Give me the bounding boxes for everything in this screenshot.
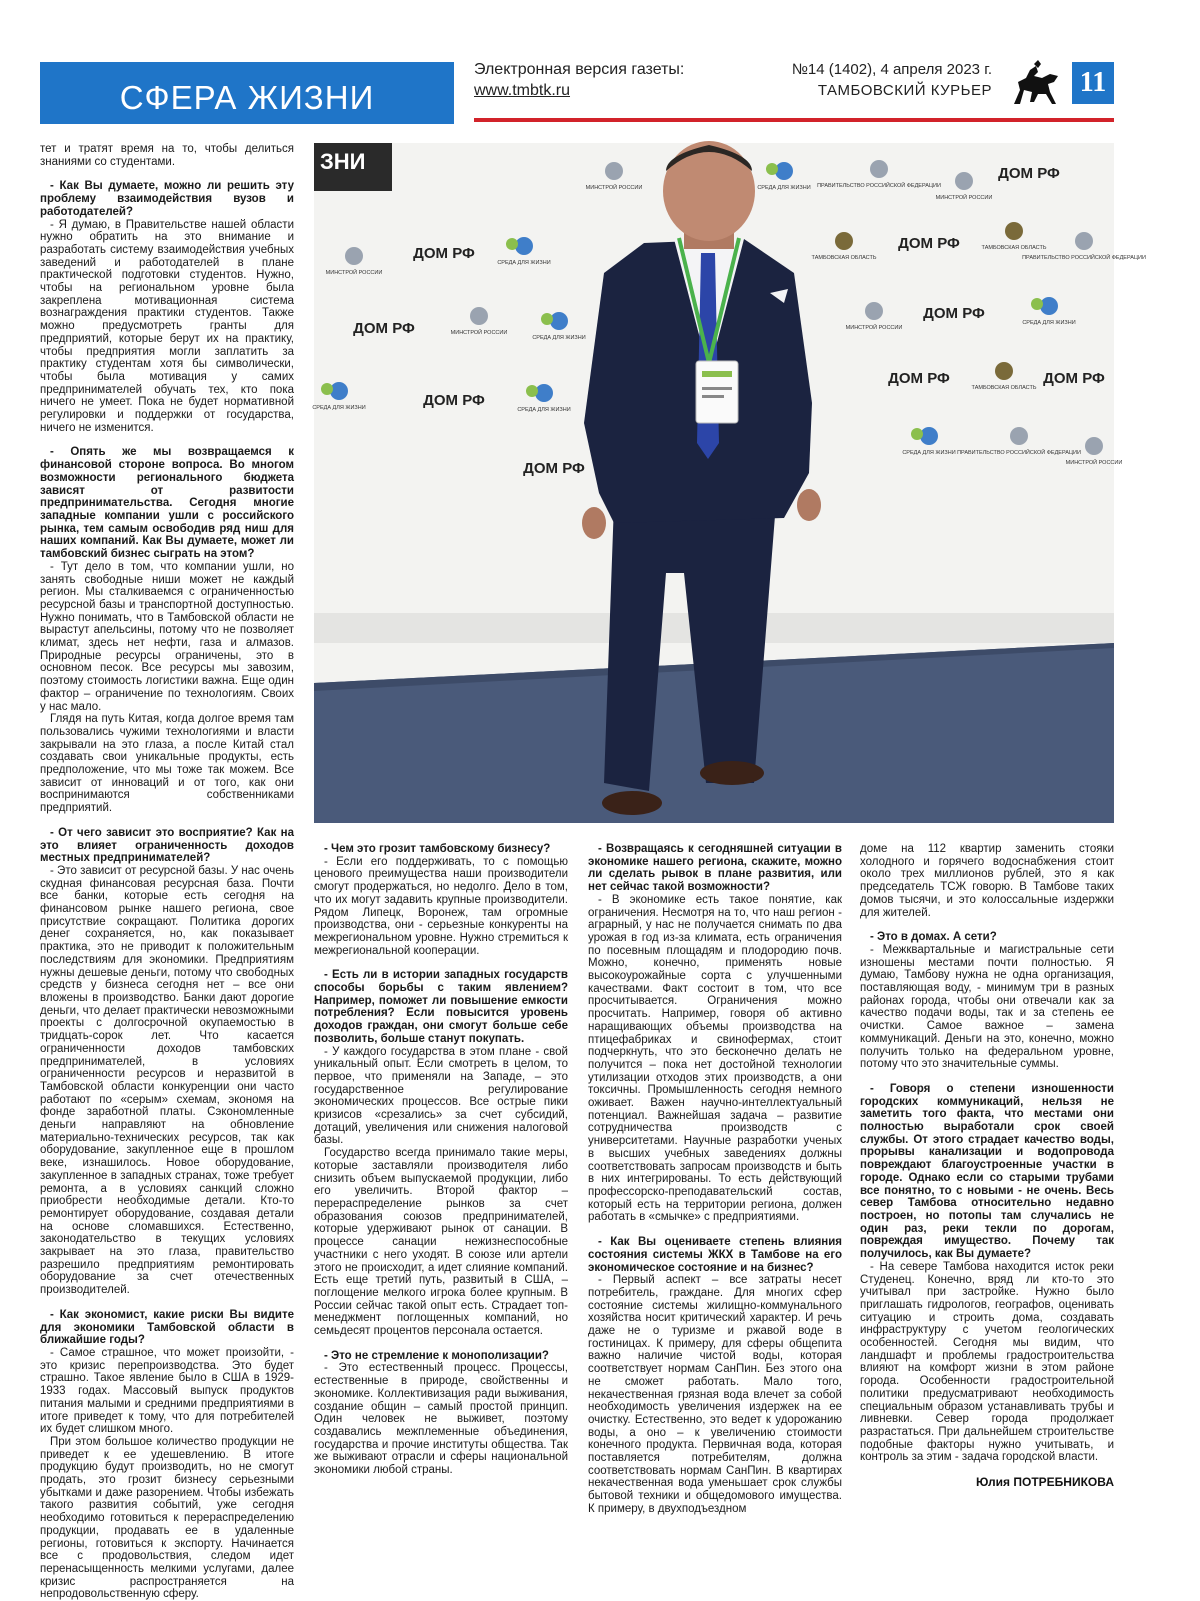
edition-label: Электронная версия газеты:	[474, 61, 685, 78]
press-wall-logo-domrf	[923, 305, 985, 322]
interview-paragraph: - Первый аспект – все затраты несет потребитель, граждане. Для многих сфер состояние системы жилищно-коммунального хозяйства носит критический характер. И речь даже не о туризме и ржавой воде в гостиницах. К примеру, для сферы общепита важно наличие чистой воды, которая соответствует нормам СанПин. Без этого она не сможет работать. Мало того, некачественная грязная вода влечет за собой необходимость увеличения издержек на ее очистку. Естественно, это ведет к удорожанию воды, а оно – к увеличению стоимости конечного продукта. Первичная вода, которая поставляется потребителям, должна соответствовать нормам СанПин. В квартирах некачественная вода уменьшает срок службы бытовой техники и общедомового имущества. К примеру, в двухподъездном	[588, 1274, 842, 1515]
interview-paragraph: При этом большое количество продукции не приведет к ее удешевлению. В итоге продукцию будут производить, но не смогут продать, это грозит бизнесу серьезными убытками и даже разорением. Чтобы избежать такого развития событий, уже сегодня необходимо готовиться к перераспределению продукции, продавать ее в удаленные регионы, готовиться к экспорту. Начинается все с продовольствия, следом идет перенасыщенность мелкими услугами, далее кризис распространяется на непродовольственную сферу.	[40, 1435, 294, 1601]
interview-paragraph: - Это естественный процесс. Процессы, естественные в природе, свойственны и экономике. Коллективизация ради выживания, создание общин – самый простой принцип. Один человек не выживет, поэтому создавались межплеменные объединения, государства и прочие институты общества. Так же выживают отрасли и сферы национальной экономики любой страны.	[314, 1362, 568, 1477]
interview-paragraph: - Самое страшное, что может произойти, - это кризис перепроизводства. Это будет страшно. Такое явление было в США в 1929-1933 годах. Массовый выпуск продуктов питания малыми и средними предприятиями в итоге приведет к тому, что для потребителей их будет слишком много.	[40, 1346, 294, 1436]
interview-question: - Чем это грозит тамбовскому бизнесу?	[324, 843, 551, 855]
svg-text:СРЕДА ДЛЯ ЖИЗНИ: СРЕДА ДЛЯ ЖИЗНИ	[312, 405, 366, 411]
section-title: СФЕРА ЖИЗНИ	[119, 79, 375, 116]
interview-paragraph: тет и тратят время на то, чтобы делиться знаниями со студентами.	[40, 143, 294, 168]
interview-paragraph: доме на 112 квартир заменить стояки холодного и горячего водоснабжения стоит около трех миллионов рублей, это я как председатель ТСЖ говорю. В Тамбове таких домов тысячи, и это колоссальные издержки для жителей.	[860, 843, 1114, 919]
interview-paragraph: - У каждого государства в этом плане - свой уникальный опыт. Если смотреть в целом, то первое, что применяли на Западе, – это государственное регулирование экономических процессов. Все острые пики кризисов «срезались» за счет субсидий, дотаций, увеличения или снижения налоговой базы.	[314, 1045, 568, 1147]
interview-question: - Опять же мы возвращаемся к финансовой стороне вопроса. Во многом возможности регионального бюджета зависят от развитости предпринимательства. Сегодня многие западные компании ушли с российского рынка, тем самым освободив ряд ниш для наших компаний. Как Вы думаете, может ли тамбовский бизнес сыграть на этом?	[40, 446, 294, 561]
svg-text:ДОМ РФ: ДОМ РФ	[1043, 370, 1105, 387]
svg-text:СРЕДА ДЛЯ ЖИЗНИ: СРЕДА ДЛЯ ЖИЗНИ	[902, 450, 956, 456]
press-wall-logo-domrf	[898, 235, 960, 252]
interview-question: - Это не стремление к монополизации?	[324, 1349, 549, 1362]
interview-paragraph: Глядя на путь Китая, когда долгое время там пользовались чужими технологиями и власти закрывали на это глаза, а после Китай стал создавать свои уникальные продукты, есть предположение, что мы тоже так можем. Все зависит от инноваций и от того, как они воспринимаются собственниками предприятий.	[40, 713, 294, 815]
interview-photo	[312, 143, 1146, 823]
svg-text:ПРАВИТЕЛЬСТВО РОССИЙСКОЙ ФЕДЕР: ПРАВИТЕЛЬСТВО РОССИЙСКОЙ ФЕДЕРАЦИИ	[1022, 255, 1146, 261]
article-column-2	[314, 843, 568, 1477]
press-wall-logo-domrf	[423, 392, 485, 409]
svg-text:МИНСТРОЙ РОССИИ: МИНСТРОЙ РОССИИ	[935, 195, 993, 201]
author-signature: Юлия ПОТРЕБНИКОВА	[975, 1475, 1114, 1489]
svg-text:СРЕДА ДЛЯ ЖИЗНИ: СРЕДА ДЛЯ ЖИЗНИ	[497, 260, 551, 266]
press-wall-logo-domrf	[353, 320, 415, 337]
press-wall-logo-domrf	[413, 245, 475, 262]
interview-paragraph: - Межквартальные и магистральные сети изношены местами почти полностью. Я думаю, Тамбову нужна не одна организация, поставляющая воду, - минимум три в разных районах города, чтобы они отвечали как за качество подачи воды, так и за степень ее очистки. Самое важное – замена коммуникаций. Деньги на это, конечно, можно получить только на федеральном уровне, потому что это значительные суммы.	[860, 943, 1114, 1071]
header-divider	[474, 118, 1114, 122]
svg-text:ТАМБОВСКАЯ ОБЛАСТЬ: ТАМБОВСКАЯ ОБЛАСТЬ	[811, 255, 877, 261]
interview-paragraph: Государство всегда принимало такие меры, которые заставляли производителя либо снизить объем выпускаемой продукции, либо его увеличить. Второй фактор – перераспределение рынков за счет образования союзов предпринимателей, которые удерживают рынок от санации. В процессе санации нежизнеспособные участники с него уходят. В союзе или артели этого не происходит, а идет слияние компаний. Есть еще третий путь, развитый в США, – поглощение мелкого игрока более крупным. В России сейчас такой опыт есть. Страдает топ-менеджмент поглощенных компаний, но семьдесят процентов персонала остается.	[314, 1147, 568, 1338]
svg-text:ПРАВИТЕЛЬСТВО РОССИЙСКОЙ ФЕДЕР: ПРАВИТЕЛЬСТВО РОССИЙСКОЙ ФЕДЕРАЦИИ	[957, 450, 1081, 456]
interview-paragraph: - Если его поддерживать, то с помощью ценового преимущества наши производители смогут продержаться, но недолго. Дело в том, что их могут задавить крупные производители. Рядом Липецк, Воронеж, там огромные производства, они - серьезные конкуренты на межрегиональном уровне. Нужно стремиться к межрегиональной кооперации.	[314, 855, 568, 957]
svg-text:МИНСТРОЙ РОССИИ: МИНСТРОЙ РОССИИ	[845, 325, 903, 331]
press-wall-logo-domrf	[1043, 370, 1105, 387]
svg-text:ТАМБОВСКАЯ ОБЛАСТЬ: ТАМБОВСКАЯ ОБЛАСТЬ	[971, 385, 1037, 391]
svg-text:ДОМ РФ: ДОМ РФ	[923, 305, 985, 322]
svg-text:СРЕДА ДЛЯ ЖИЗНИ: СРЕДА ДЛЯ ЖИЗНИ	[1022, 320, 1076, 326]
banner-fragment-text: ЗНИ	[320, 149, 366, 174]
interview-paragraph: - В экономике есть такое понятие, как ограничения. Несмотря на то, что наш регион - аграрный, у нас не получается снимать по два урожая в год из-за климата, есть ограничения по посевным площадям и плодородию почв. Можно, конечно, применять новые высокоурожайные сорта с улучшенными качествами. Факт состоит в том, что все просчитывается. Ограничения можно просчитать. Например, говоря об активно наращивающих объемы производства на птицефабриках и свинофермах, стоит подчеркнуть, что это бесконечно делать не получится – пока нет достойной технологии утилизации отходов этих производств, а они токсичны. Промышленность сегодня немного оживает. Важен научно-интеллектуальный потенциал. Важнейшая задача – развитие сотрудничества производств с университетами. Научные разработки ученых в высших учебных заведениях должны соответствовать запросам производств и быть в них интегрированы. То есть действующий профессорско-преподавательский состав, который есть на территории региона, должен работать в «смычке» с предприятиями.	[588, 893, 842, 1224]
interview-question: - Как Вы думаете, можно ли решить эту проблему взаимодействия вузов и работодателей?	[40, 180, 294, 218]
interview-question: - От чего зависит это восприятие? Как на это влияет ограниченность доходов местных предпринимателей?	[40, 826, 294, 865]
svg-text:СРЕДА ДЛЯ ЖИЗНИ: СРЕДА ДЛЯ ЖИЗНИ	[532, 335, 586, 341]
article-column-1	[40, 143, 294, 1601]
svg-text:ТАМБОВСКАЯ ОБЛАСТЬ: ТАМБОВСКАЯ ОБЛАСТЬ	[981, 245, 1047, 251]
svg-text:МИНСТРОЙ РОССИИ: МИНСТРОЙ РОССИИ	[450, 330, 508, 336]
svg-text:ДОМ РФ: ДОМ РФ	[998, 165, 1060, 182]
interview-paragraph: - Это зависит от ресурсной базы. У нас очень скудная финансовая ресурсная база. Почти все банки, которые есть сегодня на финансовом рынке нашего региона, свое присутствие сокращают. Политика дорогих денег сохраняется, но, как показывает практика, это не приводит к положительным последствиям для экономики. Предприятиям нужны дешевые деньги, потому что свободных средств у бизнеса сегодня нет – все они вложены в производство. Банки дают дорогие деньги, что делает практически невозможными проекты с долгосрочной окупаемостью в тридцать-сорок лет. Что касается ограниченности доходов тамбовских предпринимателей, в условиях ограниченности ресурсов и неразвитой в Тамбовской области конкуренции они часто работают по «серым» схемам, экономя на фонде заработной платы. Сэкономленные деньги направляют на обновление материально-технических ресурсов, так как оборудование, закупленное еще в прошлом веке, изнашилось. Новое оборудование, закупленное в западных странах, тоже требует ремонта, а в условиях санкций сложно приобрести необходимые детали. Кто-то ремонтирует оборудование, создавая детали на основе сломавшихся. Естественно, законодательство в текущих условиях закрывает на это глаза, правительство разрешило предприятиям ремонтировать оборудование за счет отечественных производителей.	[40, 864, 294, 1297]
svg-text:МИНСТРОЙ РОССИИ: МИНСТРОЙ РОССИИ	[585, 185, 643, 191]
interview-question: - Говоря о степени изношенности городских коммуникаций, нельзя не заметить того факта, что местами они полностью выработали срок своей службы. От этого страдает качество воды, прорывы канализации и водопровода повреждают благоустроенные участки в городе. Однако если со старыми трубами все понятно, то с новыми - не очень. Весь север Тамбова относительно недавно построен, но потопы там случались не один раз, реки текли по дорогам, повреждая имущество. Почему так получилось, как Вы думаете?	[860, 1082, 1114, 1261]
svg-text:ДОМ РФ: ДОМ РФ	[413, 245, 475, 262]
newspaper-name: ТАМБОВСКИЙ КУРЬЕР	[817, 82, 992, 99]
section-rubric	[40, 62, 454, 124]
edition-url-link[interactable]: www.tmbtk.ru	[474, 82, 571, 99]
interview-question: - Как Вы оцениваете степень влияния состояния системы ЖКХ в Тамбове на его экономическое состояние и на бизнес?	[588, 1236, 842, 1274]
issue-info: №14 (1402), 4 апреля 2023 г.	[791, 61, 992, 78]
article-column-3	[588, 843, 842, 1516]
svg-text:МИНСТРОЙ РОССИИ: МИНСТРОЙ РОССИИ	[325, 270, 383, 276]
interview-paragraph: - На севере Тамбова находится исток реки Студенец. Конечно, вряд ли кто-то это учитывал при застройке. Нужно было приглашать гидрологов, географов, оценивать ситуацию и строить дома, создавать инфраструктуру с учетом геологических особенностей. Сегодня мы видим, что ландшафт и проблемы градостроительства влияют на комфорт жизни в этом районе города. Особенности градостроительной политики предусматривают необходимость специальным образом устанавливать трубы и ливневки. Север города продолжает разрастаться. При дальнейшем строительстве подобные факторы нужно учитывать, и контроль за этим - задача городской власти.	[860, 1260, 1114, 1464]
svg-text:ПРАВИТЕЛЬСТВО РОССИЙСКОЙ ФЕДЕР: ПРАВИТЕЛЬСТВО РОССИЙСКОЙ ФЕДЕРАЦИИ	[817, 183, 941, 189]
svg-text:ДОМ РФ: ДОМ РФ	[888, 370, 950, 387]
svg-text:МИНСТРОЙ РОССИИ: МИНСТРОЙ РОССИИ	[1065, 460, 1123, 466]
interview-question: - Это в домах. А сети?	[870, 931, 997, 944]
interview-paragraph: - Тут дело в том, что компании ушли, но занять свободные ниши может не каждый регион. Мы сталкиваемся с ограниченностью ресурсной базы и транспортной доступностью. Нужно понимать, что в Тамбовской области не вырастут апельсины, потому что не позволяет климат, здесь нет нефти, газа и алмазов. Природные ресурсы ограничены, это в основном песок. Все ресурсы мы завозим, поэтому стоимость логистики важна. Еще один фактор – ограничение по технологиям. Своих у нас мало.	[40, 560, 294, 713]
press-wall-logo-domrf	[888, 370, 950, 387]
svg-text:СРЕДА ДЛЯ ЖИЗНИ: СРЕДА ДЛЯ ЖИЗНИ	[757, 185, 811, 191]
svg-text:ДОМ РФ: ДОМ РФ	[353, 320, 415, 337]
press-wall-logo-domrf	[523, 460, 585, 477]
interview-question: - Есть ли в истории западных государств способы борьбы с таким явлением? Например, поможет ли повышение емкости потребления? Если повысится уровень доходов граждан, они смогут больше себе позволить, больше станут покупать.	[314, 969, 568, 1045]
svg-text:ДОМ РФ: ДОМ РФ	[523, 460, 585, 477]
interview-question: - Возвращаясь к сегодняшней ситуации в экономике нашего региона, скажите, можно ли сделать рывок в плане развития, или нет сейчас такой возможности?	[588, 843, 842, 894]
press-wall-logo-domrf	[998, 165, 1060, 182]
interview-paragraph: - Я думаю, в Правительстве нашей области нужно обратить на это внимание и разработать систему взаимодействия учебных заведений и работодателей в плане практической подготовки студентов. Нужно, чтобы на региональном уровне была закреплена мотивационная система вознаграждения практики студентов. Также можно предусмотреть гранты для предприятий, которые берут их на практику, чтобы предприятия могли заплатить за практику студентам хотя бы символически, чтобы была мотивация у самих предпринимателей обучать тех, кто пока ничего не умеет. Пока не будет нормативной регулировки и поддержки от государства, ничего не изменится.	[40, 218, 294, 434]
page-number-badge: 11	[1072, 62, 1114, 104]
interview-question: - Как экономист, какие риски Вы видите для экономики Тамбовской области в ближайшие годы?	[40, 1308, 294, 1347]
article-column-4	[860, 843, 1114, 1464]
horseman-logo-icon	[1008, 60, 1064, 108]
svg-text:СРЕДА ДЛЯ ЖИЗНИ: СРЕДА ДЛЯ ЖИЗНИ	[517, 407, 571, 413]
svg-text:ДОМ РФ: ДОМ РФ	[898, 235, 960, 252]
svg-text:ДОМ РФ: ДОМ РФ	[423, 392, 485, 409]
